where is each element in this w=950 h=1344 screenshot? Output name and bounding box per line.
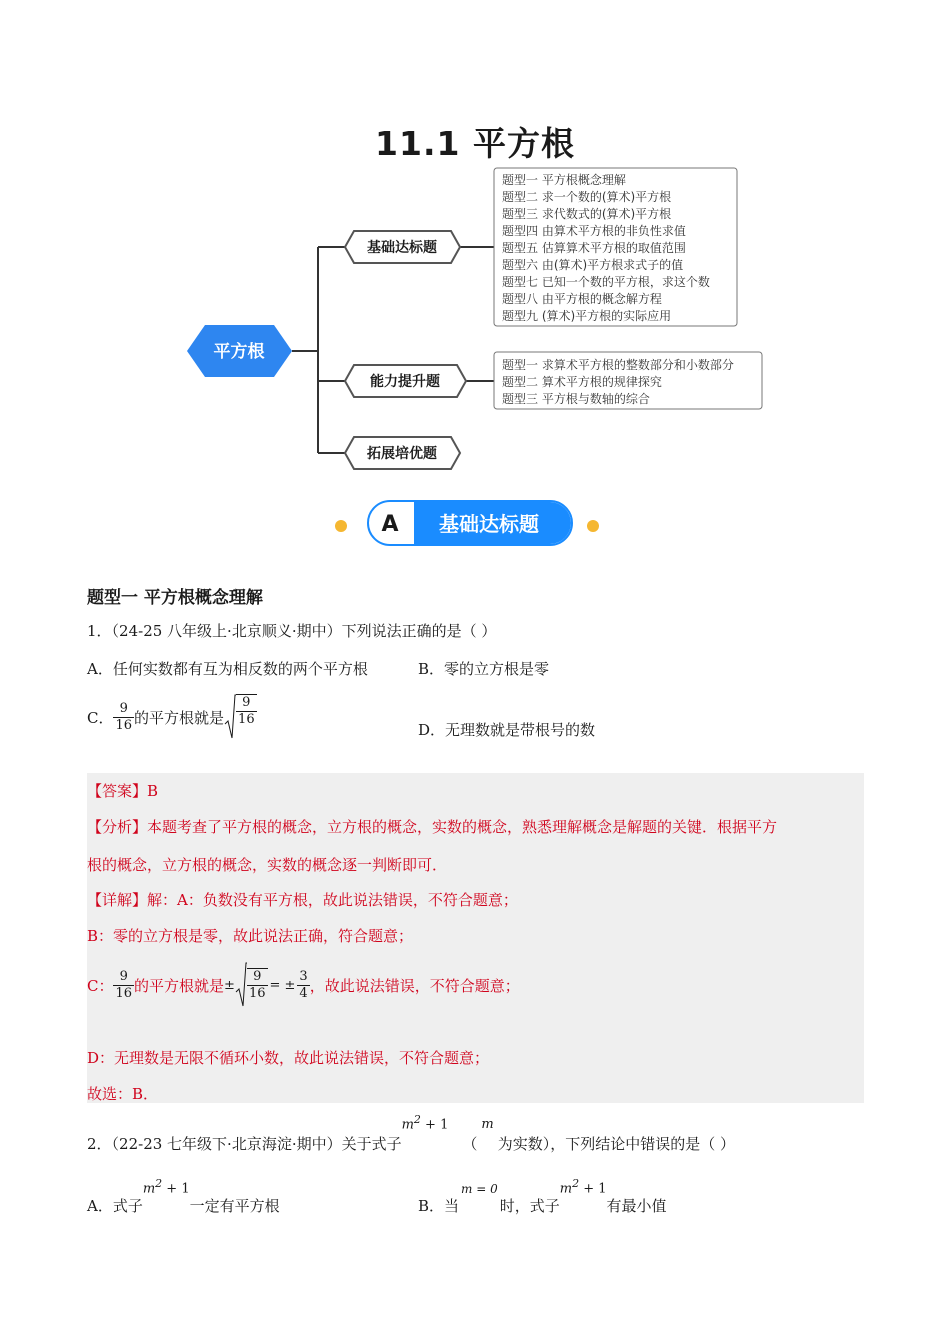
q2-b-condition: m = 0 [461,1182,498,1196]
detail-d-line: D：无理数是无限不循环小数，故此说法错误，不符合题意； [87,1049,490,1067]
box-item: 题型三 平方根与数轴的综合 [502,392,650,406]
q2-stem [87,1114,735,1154]
q2-expression [402,1113,449,1132]
banner-text: 基础达标题 [439,512,539,536]
detail-c-suffix: ，故此说法错误，不符合题意； [309,976,520,995]
plus-minus: ± [224,977,235,993]
q2-b-suffix: 有最小值 [606,1197,667,1215]
sqrt-sign-icon [235,962,247,1008]
detail-text: 解：A：负数没有平方根，故此说法错误，不符合题意； [147,891,518,909]
section-title: 题型一 平方根概念理解 [87,588,263,608]
mind-map [0,160,950,480]
banner-letter: A [381,512,399,537]
fraction-denominator: 16 [115,985,133,1001]
branch-label-improve: 能力提升题 [370,374,440,390]
detail-line [87,889,518,910]
fraction-denominator: 16 [238,711,255,727]
box-item: 题型七 已知一个数的平方根，求这个数 [502,275,710,289]
box-item: 题型八 由平方根的概念解方程 [502,292,662,306]
q2-option-b [418,1176,667,1216]
box-item: 题型一 平方根概念理解 [502,173,626,187]
detail-tag: 【详解】 [87,891,148,909]
detail-c-mid: 的平方根就是 [134,976,225,995]
box-item: 题型二 算术平方根的规律探究 [502,375,662,389]
choose-line: 故选：B． [87,1085,159,1103]
q1-c-mid: 的平方根就是 [134,708,225,727]
banner-dot-left [335,520,347,532]
equals-pm: = ± [269,977,296,993]
q2-a-prefix: A．式子 [87,1197,143,1215]
box-item: 题型九 (算术)平方根的实际应用 [502,309,672,323]
detail-b-line: B：零的立方根是零，故此说法正确，符合题意； [87,927,414,945]
q1-stem: 1．（24-25 八年级上·北京顺义·期中）下列说法正确的是（ ） [87,622,497,640]
q1-c-fraction [113,701,134,733]
q1-option-d: D．无理数就是带根号的数 [418,721,596,739]
banner-dot-right [587,520,599,532]
exponent: 2 [155,1176,163,1190]
var-m: m [401,1117,414,1132]
fraction-numerator: 9 [242,695,251,710]
fraction-denominator: 16 [248,986,266,1001]
q2-b-mid: 时，式子 [499,1197,560,1215]
var-m: m [559,1181,573,1196]
sqrt-sign-icon [224,694,236,740]
q2-b-expression [560,1177,607,1196]
q2-stem-c: 为实数），下列结论中错误的是（ ） [497,1135,735,1153]
fraction-denominator: 16 [115,717,133,733]
exponent: 2 [413,1112,421,1126]
q1-c-prefix: C． [87,708,114,727]
q2-paren: （ [462,1135,478,1153]
q2-a-expression [143,1177,190,1196]
analysis-line-2: 根的概念，立方根的概念，实数的概念逐一判断即可． [87,856,448,874]
box-item: 题型二 求一个数的(算术)平方根 [502,190,672,204]
plus-one: + 1 [162,1181,190,1196]
fraction-numerator: 9 [119,700,128,716]
box-item: 题型三 求代数式的(算术)平方根 [502,207,672,221]
box-item: 题型六 由(算术)平方根求式子的值 [502,258,684,272]
branch-label-basic: 基础达标题 [367,240,437,256]
plus-one: + 1 [579,1181,607,1196]
q1-c-sqrt [224,694,257,740]
detail-c-prefix: C： [87,976,114,995]
fraction-numerator: 9 [119,968,128,984]
answer-value: B [147,782,159,800]
page-title: 11.1 平方根 [375,124,575,163]
box-item: 题型五 估算算术平方根的取值范围 [502,241,686,255]
q2-a-suffix: 一定有平方根 [189,1197,280,1215]
q1-option-c [87,692,257,742]
box-item: 题型一 求算术平方根的整数部分和小数部分 [502,358,734,372]
branch-label-extend: 拓展培优题 [367,446,437,462]
var-m: m [142,1181,156,1196]
fraction-numerator: 9 [253,969,262,985]
q2-b-prefix: B．当 [418,1197,460,1215]
fraction-denominator: 4 [299,985,308,1001]
plus-one: + 1 [420,1117,449,1132]
fraction-numerator: 3 [299,968,308,984]
mindmap-root-label: 平方根 [213,342,265,362]
q2-stem-a: 2．（22-23 七年级下·北京海淀·期中）关于式子 [87,1135,402,1153]
answer-line [87,780,158,801]
detail-c-fraction [113,969,134,1001]
analysis-text: 本题考查了平方根的概念，立方根的概念，实数的概念，熟悉理解概念是解题的关键．根据平方 [147,818,778,836]
answer-tag: 【答案】 [87,782,148,800]
var-m: m [481,1117,494,1132]
analysis-line [87,816,777,837]
detail-c-line [87,960,520,1010]
q1-option-a: A．任何实数都有互为相反数的两个平方根 [87,660,368,678]
box-item: 题型四 由算术平方根的非负性求值 [502,224,686,238]
detail-c-expression [224,962,310,1008]
analysis-tag: 【分析】 [87,818,148,836]
exponent: 2 [572,1176,580,1190]
section-banner [240,496,700,552]
q1-option-b: B．零的立方根是零 [418,660,550,678]
q2-option-a [87,1176,280,1216]
